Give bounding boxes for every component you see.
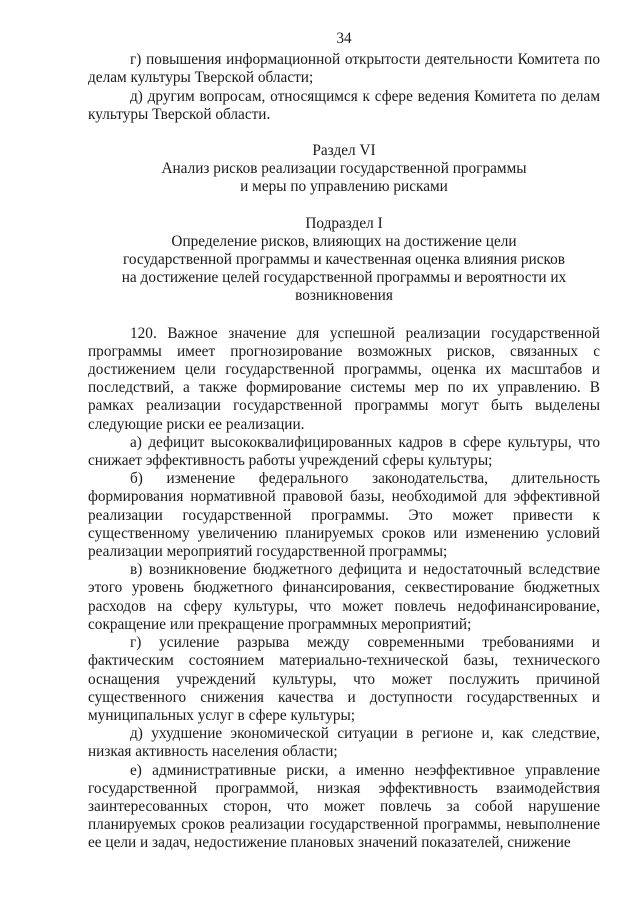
subsection-title-line-1: Определение рисков, влияющих на достижение цели <box>171 232 517 250</box>
section-title-line-2: и меры по управлению рисками <box>240 178 448 196</box>
subsection-title-line-3: на достижение целей государственной программы и вероятности их <box>121 269 567 287</box>
subsection-title-line-2: государственной программы и качественная оценка влияния рисков <box>122 251 566 269</box>
subsection-label: Подраздел I <box>305 214 383 232</box>
intro-item-g: г) повышения информационной открытости деятельности Комитета по делам культуры Тверской области; <box>88 51 600 87</box>
section-heading <box>88 142 600 197</box>
intro-item-d: д) другим вопросам, относящимся к сфере ведения Комитета по делам культуры Тверской области. <box>88 87 600 123</box>
risk-item-a: а) дефицит высококвалифицированных кадров в сфере культуры, что снижает эффективность работы учреждений сферы культуры; <box>88 433 600 470</box>
subsection-heading <box>88 215 600 306</box>
spacer <box>88 306 600 325</box>
risk-item-d: д) ухудшение экономической ситуации в регионе и, как следствие, низкая активность населения области; <box>88 725 600 761</box>
risk-item-b: б) изменение федерального законодательства, длительность формирования нормативной правовой базы, необходимой для эффективной реализации государственной программы. Это может привести к существенному увеличению планируемых сроков или изменению условий реализации мероприятий государственной программы; <box>88 470 600 561</box>
risk-item-g: г) усиление разрыва между современными требованиями и фактическим состоянием материально-технической базы, технического оснащения учреждений культуры, что может послужить причиной существенного снижения качества и доступности государственных и муниципальных услуг в сфере культуры; <box>88 634 600 724</box>
risk-item-e: е) административные риски, а именно неэффективное управление государственной программой, низкая эффективность взаимодействия заинтересованных сторон, что может повлечь за собой нарушение планируемых сроков реализации государственной программы, невыполнение ее цели и задач, недостижение плановых значений показателей, снижение <box>88 761 600 852</box>
page-number: 34 <box>336 30 352 47</box>
section-label: Раздел VI <box>312 142 376 160</box>
subsection-title-line-4: возникновения <box>295 287 393 305</box>
risk-item-v: в) возникновение бюджетного дефицита и недостаточный вследствие этого уровень бюджетного финансирования, секвестирование бюджетных расходов на сферу культуры, что может повлечь недофинансирование, сокращение или прекращение программных мероприятий; <box>88 561 600 633</box>
section-title-line-1: Анализ рисков реализации государственной программы <box>161 160 527 178</box>
paragraph-120: 120. Важное значение для успешной реализации государственной программы имеет прогнозирование возможных рисков, связанных с достижением цели государственной программы, оценка их масштабов и последствий, а также формирование системы мер по их управлению. В рамках реализации государственной программы могут быть выделены следующие риски ее реализации. <box>88 324 600 433</box>
